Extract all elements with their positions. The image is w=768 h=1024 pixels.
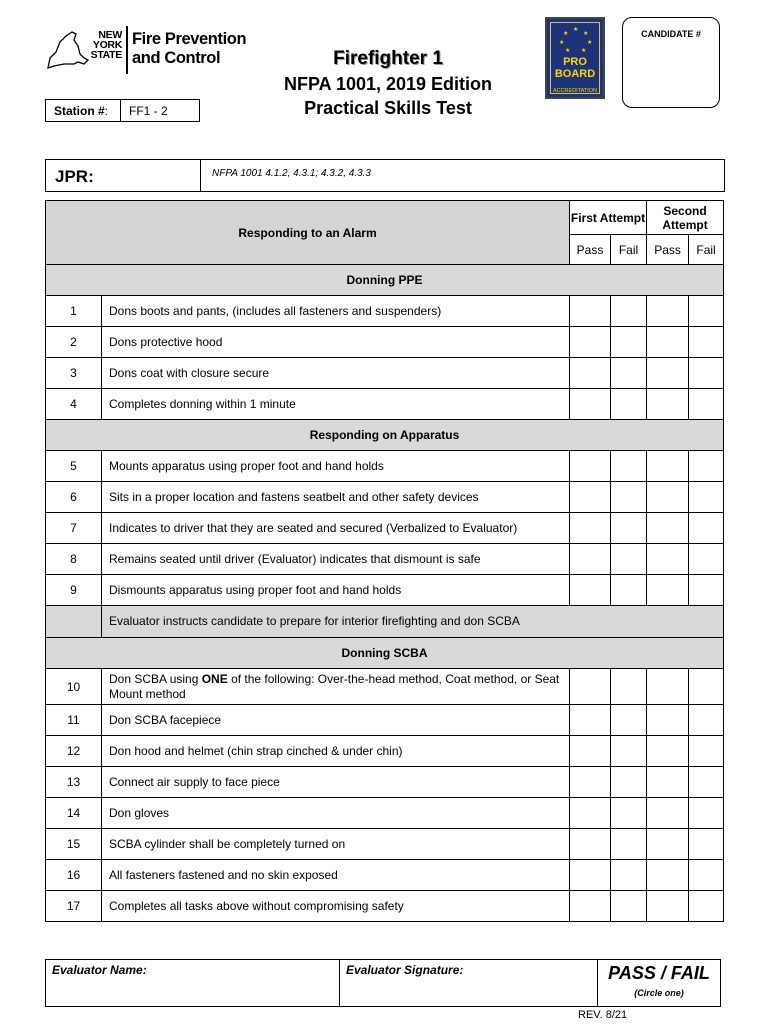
second-fail-cell[interactable] bbox=[689, 736, 724, 767]
item-number: 8 bbox=[46, 544, 102, 575]
table-row bbox=[46, 544, 724, 575]
evaluator-instruction: Evaluator instructs candidate to prepare for interior firefighting and don SCBA bbox=[102, 606, 724, 638]
second-fail-cell[interactable] bbox=[689, 829, 724, 860]
svg-text:★: ★ bbox=[587, 39, 593, 46]
new-york-state-map-icon bbox=[44, 28, 90, 72]
svg-text:★: ★ bbox=[573, 26, 579, 33]
page-title: Firefighter 1 bbox=[333, 48, 443, 69]
second-pass-cell[interactable] bbox=[647, 513, 689, 544]
jpr-row bbox=[45, 159, 725, 192]
item-text: Dismounts apparatus using proper foot and hand holds bbox=[102, 575, 570, 606]
second-pass-cell[interactable] bbox=[647, 358, 689, 389]
evaluator-name-label: Evaluator Name: bbox=[52, 963, 147, 977]
item-text: Dons protective hood bbox=[102, 327, 570, 358]
first-pass-cell[interactable] bbox=[570, 736, 611, 767]
second-pass-cell[interactable] bbox=[647, 327, 689, 358]
table-header-row bbox=[46, 201, 724, 235]
item-number: 10 bbox=[46, 669, 102, 705]
second-pass-cell[interactable] bbox=[647, 669, 689, 705]
svg-text:★: ★ bbox=[563, 30, 569, 37]
table-row bbox=[46, 358, 724, 389]
second-fail-cell[interactable] bbox=[689, 669, 724, 705]
first-pass-cell[interactable] bbox=[570, 451, 611, 482]
evaluator-signature-field[interactable] bbox=[340, 960, 598, 1006]
first-fail-cell[interactable] bbox=[611, 296, 647, 327]
first-fail-cell[interactable] bbox=[611, 513, 647, 544]
item-text: Dons coat with closure secure bbox=[102, 358, 570, 389]
station-box bbox=[45, 99, 200, 122]
item-number: 4 bbox=[46, 389, 102, 420]
first-fail-cell[interactable] bbox=[611, 705, 647, 736]
skills-table bbox=[45, 200, 724, 922]
first-fail-cell[interactable] bbox=[611, 389, 647, 420]
first-pass-cell[interactable] bbox=[570, 358, 611, 389]
item-number: 15 bbox=[46, 829, 102, 860]
item-number: 1 bbox=[46, 296, 102, 327]
first-pass-cell[interactable] bbox=[570, 544, 611, 575]
second-pass-cell[interactable] bbox=[647, 767, 689, 798]
item-text: Dons boots and pants, (includes all fasteners and suspenders) bbox=[102, 296, 570, 327]
evaluator-signature-label: Evaluator Signature: bbox=[346, 963, 464, 977]
item-number: 13 bbox=[46, 767, 102, 798]
item-text: Connect air supply to face piece bbox=[102, 767, 570, 798]
table-row bbox=[46, 891, 724, 922]
first-pass-cell[interactable] bbox=[570, 798, 611, 829]
first-fail-cell[interactable] bbox=[611, 798, 647, 829]
jpr-label: JPR: bbox=[46, 160, 201, 191]
item-number: 17 bbox=[46, 891, 102, 922]
first-fail-cell[interactable] bbox=[611, 860, 647, 891]
svg-text:★: ★ bbox=[583, 30, 589, 37]
evaluator-instruction-row bbox=[46, 606, 724, 638]
item-number: 9 bbox=[46, 575, 102, 606]
svg-text:★: ★ bbox=[559, 39, 565, 46]
jpr-value: NFPA 1001 4.1.2, 4.3.1; 4.3.2, 4.3.3 bbox=[212, 168, 371, 179]
item-number: 7 bbox=[46, 513, 102, 544]
item-number: 5 bbox=[46, 451, 102, 482]
pro-board-accreditation-seal: ★ ★ ★ ★ ★ ★ ★ PRO BOARD ACCREDITATION bbox=[545, 17, 605, 99]
table-row bbox=[46, 451, 724, 482]
second-fail-cell[interactable] bbox=[689, 705, 724, 736]
second-attempt-header: Second Attempt bbox=[647, 201, 724, 235]
table-row bbox=[46, 575, 724, 606]
svg-text:★: ★ bbox=[581, 47, 587, 54]
table-row bbox=[46, 736, 724, 767]
pass-fail-box[interactable] bbox=[598, 960, 720, 1006]
item-number: 3 bbox=[46, 358, 102, 389]
revision-label: REV. 8/21 bbox=[578, 1009, 628, 1021]
item-text: Indicates to driver that they are seated and secured (Verbalized to Evaluator) bbox=[102, 513, 570, 544]
section-row bbox=[46, 420, 724, 451]
second-fail-cell[interactable] bbox=[689, 482, 724, 513]
item-text: Completes donning within 1 minute bbox=[102, 389, 570, 420]
second-fail-cell[interactable] bbox=[689, 798, 724, 829]
first-pass-cell[interactable] bbox=[570, 705, 611, 736]
second-fail-cell[interactable] bbox=[689, 389, 724, 420]
item-text: Don gloves bbox=[102, 798, 570, 829]
second-fail-cell[interactable] bbox=[689, 327, 724, 358]
second-fail-cell[interactable] bbox=[689, 860, 724, 891]
table-row bbox=[46, 513, 724, 544]
station-value: FF1 - 2 bbox=[129, 104, 168, 118]
item-number: 16 bbox=[46, 860, 102, 891]
second-pass-cell[interactable] bbox=[647, 705, 689, 736]
first-pass-cell[interactable] bbox=[570, 767, 611, 798]
station-label: Station #: bbox=[46, 100, 121, 121]
table-title: Responding to an Alarm bbox=[46, 201, 570, 265]
section-row bbox=[46, 638, 724, 669]
section-row bbox=[46, 265, 724, 296]
item-text: All fasteners fastened and no skin exposed bbox=[102, 860, 570, 891]
item-text: Don SCBA facepiece bbox=[102, 705, 570, 736]
page-subtitle: Practical Skills Test bbox=[304, 98, 472, 118]
item-number: 2 bbox=[46, 327, 102, 358]
first-fail-cell[interactable] bbox=[611, 327, 647, 358]
second-pass-cell[interactable] bbox=[647, 544, 689, 575]
second-fail-cell[interactable] bbox=[689, 513, 724, 544]
first-pass-cell[interactable] bbox=[570, 327, 611, 358]
table-row bbox=[46, 389, 724, 420]
first-pass-cell[interactable] bbox=[570, 575, 611, 606]
logo-divider bbox=[126, 26, 128, 74]
section-title: Donning SCBA bbox=[46, 638, 724, 669]
item-text: Completes all tasks above without compromising safety bbox=[102, 891, 570, 922]
org-name: Fire Prevention and Control bbox=[132, 30, 247, 67]
first-pass-cell[interactable] bbox=[570, 482, 611, 513]
second-fail-cell[interactable] bbox=[689, 451, 724, 482]
candidate-number-box[interactable] bbox=[622, 17, 720, 108]
fail-header: Fail bbox=[611, 235, 647, 265]
first-pass-cell[interactable] bbox=[570, 891, 611, 922]
nys-fire-prevention-logo bbox=[44, 24, 254, 78]
first-pass-cell[interactable] bbox=[570, 389, 611, 420]
first-attempt-header: First Attempt bbox=[570, 201, 647, 235]
second-fail-cell[interactable] bbox=[689, 544, 724, 575]
table-row bbox=[46, 705, 724, 736]
page-edition: NFPA 1001, 2019 Edition bbox=[283, 74, 493, 94]
table-row bbox=[46, 296, 724, 327]
second-fail-cell[interactable] bbox=[689, 767, 724, 798]
table-row bbox=[46, 860, 724, 891]
second-pass-cell[interactable] bbox=[647, 891, 689, 922]
first-fail-cell[interactable] bbox=[611, 767, 647, 798]
item-text: Don hood and helmet (chin strap cinched & under chin) bbox=[102, 736, 570, 767]
table-row bbox=[46, 327, 724, 358]
second-fail-cell[interactable] bbox=[689, 296, 724, 327]
second-pass-cell[interactable] bbox=[647, 575, 689, 606]
first-fail-cell[interactable] bbox=[611, 669, 647, 705]
first-pass-cell[interactable] bbox=[570, 296, 611, 327]
item-number: 12 bbox=[46, 736, 102, 767]
title-block bbox=[250, 46, 526, 120]
second-pass-cell[interactable] bbox=[647, 451, 689, 482]
item-number: 6 bbox=[46, 482, 102, 513]
second-pass-cell[interactable] bbox=[647, 296, 689, 327]
table-row bbox=[46, 669, 724, 705]
first-fail-cell[interactable] bbox=[611, 482, 647, 513]
section-title: Responding on Apparatus bbox=[46, 420, 724, 451]
first-pass-cell[interactable] bbox=[570, 829, 611, 860]
second-pass-cell[interactable] bbox=[647, 736, 689, 767]
item-text: Mounts apparatus using proper foot and hand holds bbox=[102, 451, 570, 482]
pass-header: Pass bbox=[570, 235, 611, 265]
second-pass-cell[interactable] bbox=[647, 860, 689, 891]
first-fail-cell[interactable] bbox=[611, 891, 647, 922]
evaluator-instruction-spacer bbox=[46, 606, 102, 638]
item-number: 11 bbox=[46, 705, 102, 736]
star-ring-icon bbox=[557, 25, 593, 55]
svg-text:★: ★ bbox=[565, 47, 571, 54]
first-pass-cell[interactable] bbox=[570, 860, 611, 891]
first-pass-cell[interactable] bbox=[570, 513, 611, 544]
pass-fail-text: PASS / FAIL bbox=[608, 963, 710, 983]
first-fail-cell[interactable] bbox=[611, 544, 647, 575]
item-text: Sits in a proper location and fastens seatbelt and other safety devices bbox=[102, 482, 570, 513]
second-pass-cell[interactable] bbox=[647, 798, 689, 829]
second-pass-cell[interactable] bbox=[647, 389, 689, 420]
second-pass-cell[interactable] bbox=[647, 829, 689, 860]
fail-header: Fail bbox=[689, 235, 724, 265]
candidate-label: CANDIDATE # bbox=[641, 29, 701, 39]
circle-one-text: (Circle one) bbox=[634, 988, 684, 998]
nys-wordmark: NEW YORK STATE bbox=[90, 29, 122, 61]
pass-header: Pass bbox=[647, 235, 689, 265]
first-fail-cell[interactable] bbox=[611, 575, 647, 606]
first-fail-cell[interactable] bbox=[611, 451, 647, 482]
item-text: Remains seated until driver (Evaluator) indicates that dismount is safe bbox=[102, 544, 570, 575]
first-fail-cell[interactable] bbox=[611, 829, 647, 860]
second-fail-cell[interactable] bbox=[689, 891, 724, 922]
second-pass-cell[interactable] bbox=[647, 482, 689, 513]
evaluator-footer bbox=[45, 959, 721, 1007]
item-text: SCBA cylinder shall be completely turned on bbox=[102, 829, 570, 860]
item-number: 14 bbox=[46, 798, 102, 829]
first-fail-cell[interactable] bbox=[611, 358, 647, 389]
first-pass-cell[interactable] bbox=[570, 669, 611, 705]
section-title: Donning PPE bbox=[46, 265, 724, 296]
item-text: Don SCBA using ONE of the following: Over-the-head method, Coat method, or Seat Mount method bbox=[102, 669, 570, 705]
evaluator-name-field[interactable] bbox=[46, 960, 340, 1006]
table-row bbox=[46, 829, 724, 860]
first-fail-cell[interactable] bbox=[611, 736, 647, 767]
second-fail-cell[interactable] bbox=[689, 575, 724, 606]
table-row bbox=[46, 798, 724, 829]
second-fail-cell[interactable] bbox=[689, 358, 724, 389]
table-row bbox=[46, 482, 724, 513]
table-row bbox=[46, 767, 724, 798]
